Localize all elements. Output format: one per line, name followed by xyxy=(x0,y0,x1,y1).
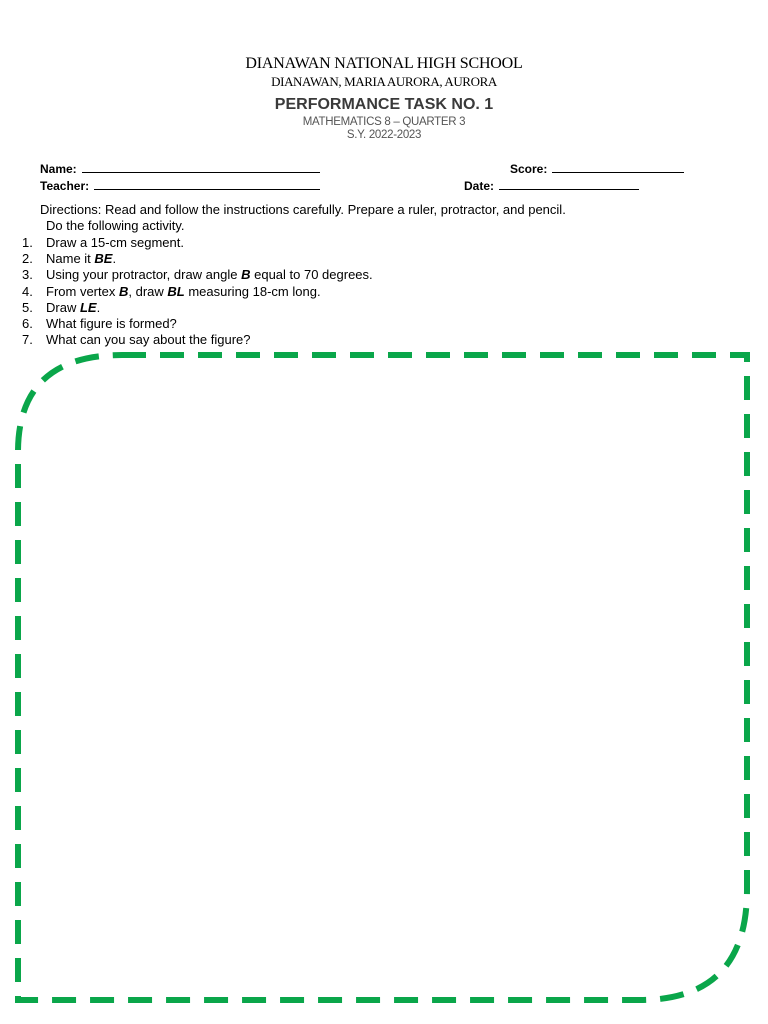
school-name: DIANAWAN NATIONAL HIGH SCHOOL xyxy=(245,55,523,72)
list-item: 4. From vertex B, draw BL measuring 18-cm long. xyxy=(22,283,321,299)
directions-line: Directions: Read and follow the instructions carefully. Prepare a ruler, protractor, and pencil. xyxy=(40,202,566,217)
list-item: 6. What figure is formed? xyxy=(22,316,177,332)
task-title: PERFORMANCE TASK NO. 1 xyxy=(274,96,494,113)
list-item: 2. Name it BE. xyxy=(22,251,117,267)
list-item: 3. Using your protractor, draw angle B equal to 70 degrees. xyxy=(22,267,373,283)
date-label: Date: xyxy=(464,179,495,193)
answer-box-border xyxy=(18,355,747,1000)
school-year: S.Y. 2022-2023 xyxy=(346,129,422,141)
name-label: Name: xyxy=(40,162,77,176)
directions-continuation: Do the following activity. xyxy=(46,218,185,233)
teacher-label: Teacher: xyxy=(40,179,90,193)
school-address: DIANAWAN, MARIA AURORA, AURORA xyxy=(271,74,497,89)
list-item: 1. Draw a 15-cm segment. xyxy=(22,235,184,250)
score-label: Score: xyxy=(510,162,548,176)
list-item: 5. Draw LE. xyxy=(22,299,101,315)
subject-line: MATHEMATICS 8 – QUARTER 3 xyxy=(302,116,466,128)
list-item: 7. What can you say about the figure? xyxy=(22,332,251,348)
